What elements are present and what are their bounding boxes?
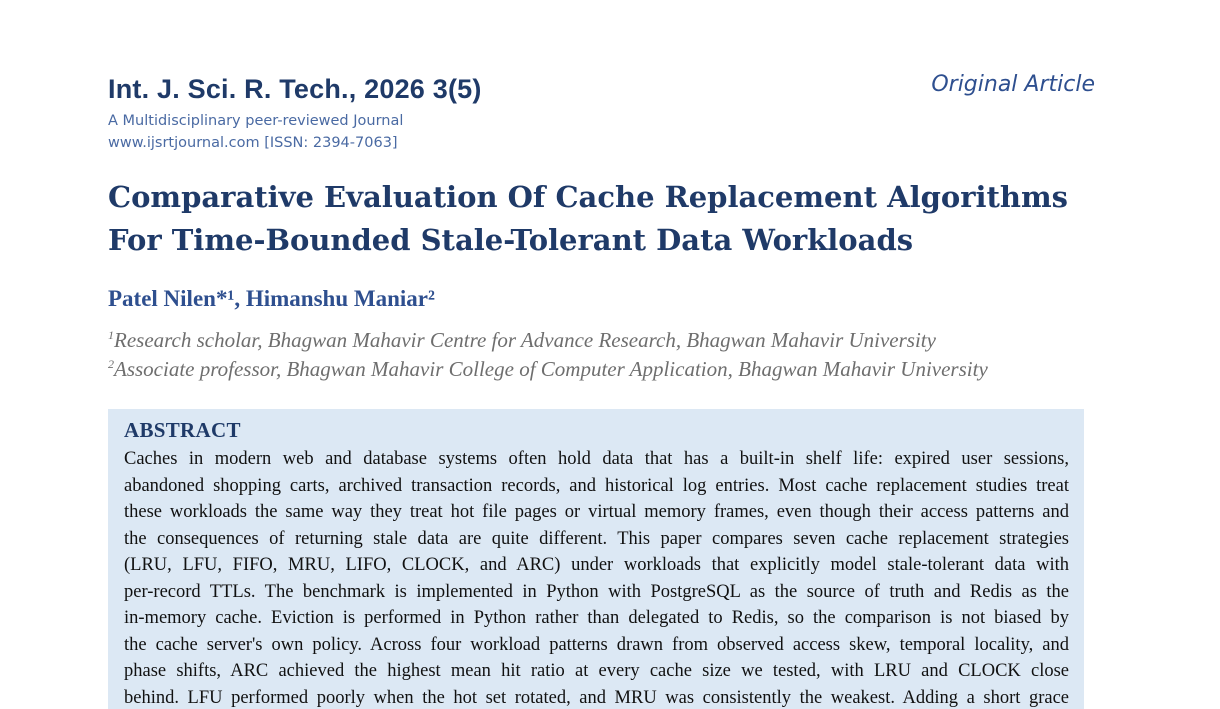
abstract-line: Caches in modern web and database systems often hold data that has a built-in shelf life: expired user sessions, [124, 446, 1069, 473]
paper-title-line: For Time-Bounded Stale-Tolerant Data Workloads [108, 219, 1118, 262]
affiliation-number: 1 [108, 328, 114, 342]
abstract-line: behind. LFU performed poorly when the hot set rotated, and MRU was consistently the weakest. Adding a short grace [124, 685, 1069, 709]
abstract-line: the consequences of returning stale data are quite different. This paper compares seven cache replacement strategies [124, 526, 1069, 553]
paper-title [108, 176, 1118, 262]
abstract-line: per-record TTLs. The benchmark is implemented in Python with PostgreSQL as the source of truth and Redis as the [124, 579, 1069, 606]
journal-website[interactable]: www.ijsrtjournal.com [ISSN: 2394-7063] [108, 135, 398, 151]
author-list: Patel Nilen*¹, Himanshu Maniar² [108, 286, 435, 312]
affiliation-1 [108, 328, 936, 353]
abstract-body [124, 446, 1069, 709]
abstract-line: the cache server's own policy. Across four workload patterns drawn from observed access skew, temporal locality, and [124, 632, 1069, 659]
abstract-line: in-memory cache. Eviction is performed in Python rather than delegated to Redis, so the comparison is not biased by [124, 605, 1069, 632]
abstract-line: abandoned shopping carts, archived transaction records, and historical log entries. Most cache replacement studies treat [124, 473, 1069, 500]
abstract-line: these workloads the same way they treat hot file pages or virtual memory frames, even though their access patterns and [124, 499, 1069, 526]
abstract-heading: ABSTRACT [124, 418, 241, 443]
journal-tagline: A Multidisciplinary peer-reviewed Journal [108, 113, 403, 129]
abstract-line: (LRU, LFU, FIFO, MRU, LIFO, CLOCK, and ARC) under workloads that explicitly model stale-tolerant data with [124, 552, 1069, 579]
affiliation-text: Research scholar, Bhagwan Mahavir Centre for Advance Research, Bhagwan Mahavir University [114, 328, 936, 352]
journal-title: Int. J. Sci. R. Tech., 2026 3(5) [108, 74, 482, 105]
affiliation-2 [108, 357, 988, 382]
affiliation-number: 2 [108, 357, 114, 371]
affiliation-text: Associate professor, Bhagwan Mahavir College of Computer Application, Bhagwan Mahavir University [114, 357, 988, 381]
article-type-label: Original Article [931, 72, 1095, 97]
abstract-section [108, 409, 1084, 709]
abstract-line: phase shifts, ARC achieved the highest mean hit ratio at every cache size we tested, with LRU and CLOCK close [124, 658, 1069, 685]
paper-title-line: Comparative Evaluation Of Cache Replacement Algorithms [108, 176, 1118, 219]
